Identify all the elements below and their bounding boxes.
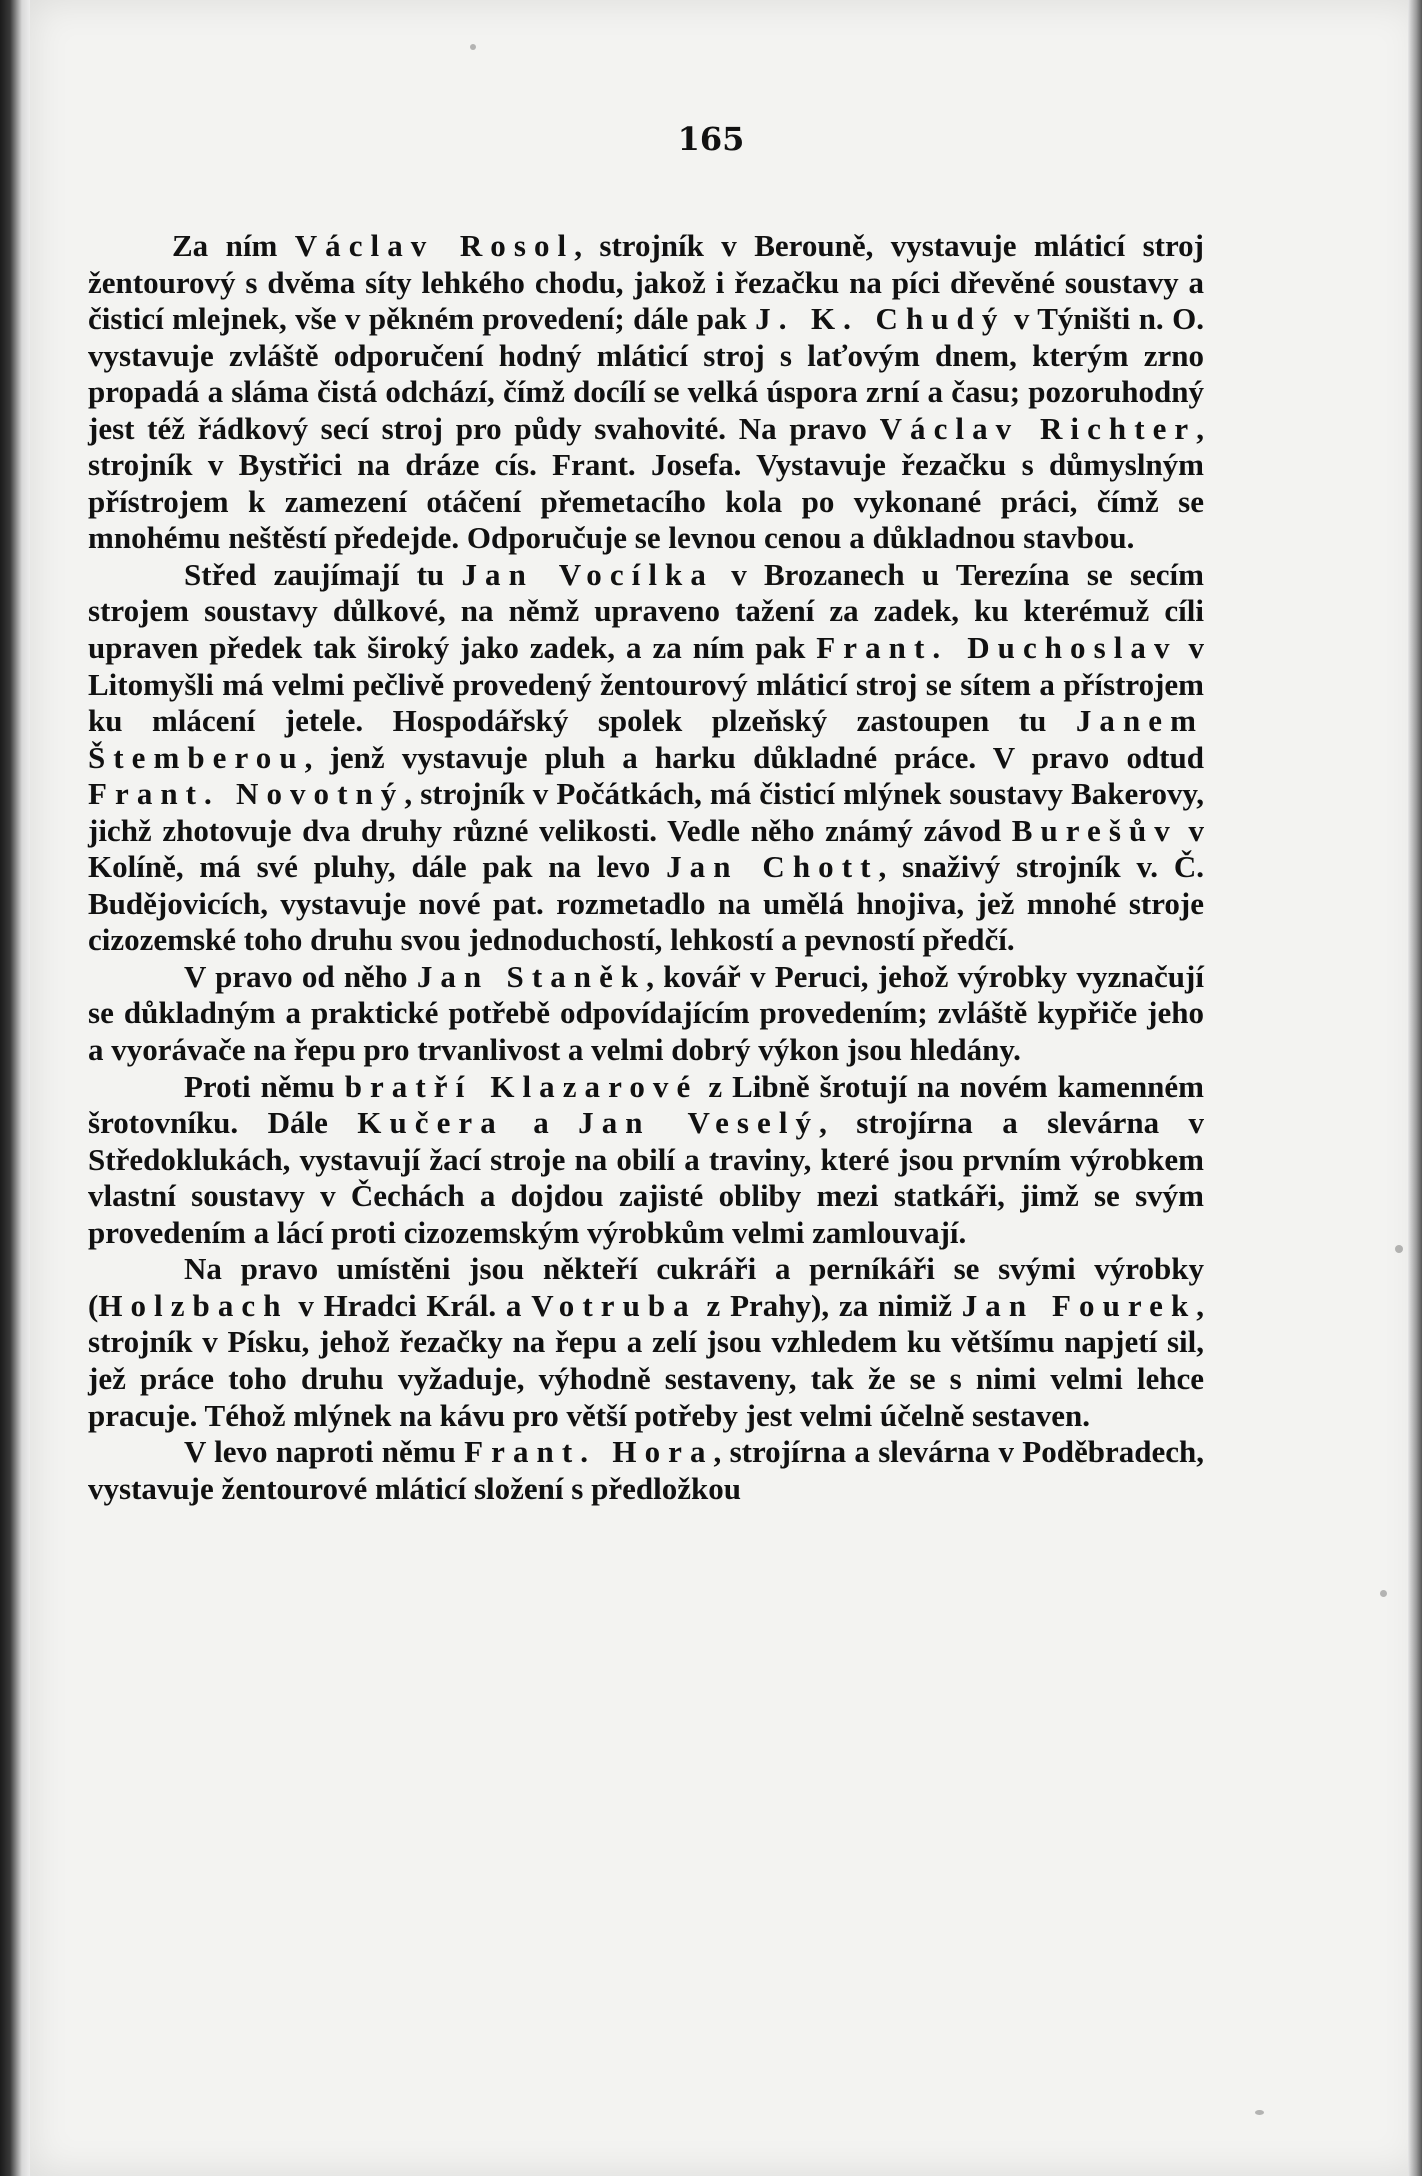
paragraph (88, 1434, 1204, 1507)
spaced-name: Jan Vocílka (461, 556, 714, 592)
text-run: v Kolíně, má své pluhy, dále pak na levo (88, 812, 1205, 885)
text-run: , snaživý strojník v. Č. Budějovicích, vystavuje nové pat. rozmetadlo na umělá hnojiva, jež mnohé stroje cizozemské toho druhu svou jednoduchostí, lehkostí a pevností předčí. (88, 849, 1204, 958)
paragraph (88, 228, 1204, 557)
text-run: z Prahy), za nimiž (696, 1287, 962, 1323)
spaced-name: Václav Richter (879, 410, 1197, 446)
spaced-name: Kučera (357, 1105, 504, 1141)
spaced-name: J. K. Chudý (755, 301, 1006, 337)
text-run: v Hradci Král. a (288, 1287, 532, 1323)
scan-left-edge (0, 0, 30, 2176)
text-run: , strojník v Bystřici na dráze cís. Frant. Josefa. Vystavuje řezačku s důmyslným přístrojem k zamezení otáčení přemetacího kola po vykonané práci, čímž se mnohému neštěstí předejde. Odporučuje se levnou cenou a důkladnou stavbou. (88, 410, 1204, 556)
speck (470, 44, 476, 50)
text-run: Za ním (172, 228, 295, 263)
spaced-name: Votruba (531, 1287, 697, 1323)
spaced-name: bratří Klazarové (344, 1068, 699, 1104)
paragraph (88, 1251, 1204, 1434)
spaced-name: Janem Štemberou (88, 703, 1204, 775)
spaced-name: Jan Staněk (416, 958, 647, 994)
speck (1255, 2110, 1264, 2115)
speck (1395, 1245, 1403, 1253)
text-run: , jenž vystavuje pluh a harku důkladné práce. V pravo odtud (304, 739, 1204, 775)
spaced-name: Jan Chott (666, 849, 879, 885)
spaced-name: Frant. Novotný (88, 776, 405, 812)
text-run: , strojírna a slevárna v Poděbradech, vystavuje žentourové mláticí složení s předložkou (88, 1434, 1204, 1506)
text-run: , strojník v Berouně, vystavuje mláticí stroj žentourový s dvěma síty lehkého chodu, jakož i řezačku na píci dřevěné soustavy a čisticí mlejnek, vše v pěkném provedení; dále pak (88, 228, 1205, 337)
text-run: V pravo od něho (184, 958, 417, 994)
text-run: V levo naproti němu (184, 1434, 465, 1470)
scan-right-edge (1408, 0, 1422, 2176)
text-run: a (503, 1105, 579, 1141)
text-run: v Týništi n. O. vystavuje zvláště odporučení hodný mláticí stroj s laťovým dnem, kterým zrno propadá a sláma čistá odchází, čímž docílí se velká úspora zrní a času; pozoruhodný jest též řádkový secí stroj pro půdy svahovité. Na pravo (88, 301, 1204, 446)
body-text (88, 228, 1204, 1507)
paragraph (88, 959, 1204, 1069)
spaced-name: Burešův (1011, 812, 1178, 848)
text-run: , strojník v Počátkách, má čisticí mlýnek soustavy Bakerovy, jichž zhotovuje dva druhy různé velikosti. Vedle něho známý závod (88, 776, 1204, 848)
text-run: Proti němu (184, 1068, 345, 1104)
spaced-name: Frant. Hora (464, 1434, 714, 1470)
text-run: Na pravo umístěni jsou někteří cukráři a perníkáři se svými výrobky ( (88, 1251, 1204, 1323)
spaced-name: Jan Fourek (961, 1287, 1197, 1323)
text-run: v Brozanech u Terezína se secím strojem soustavy důlkové, na němž upraveno tažení za zadek, ku kterémuž cíli upraven předek tak široký jako zadek, a za ním pak (88, 556, 1204, 666)
text-run: , kovář v Peruci, jehož výrobky vyznačují se důkladným a praktické potřebě odpovídajícím provedením; zvláště kypřiče jeho a vyorávače na řepu pro trvanlivost a velmi dobrý výkon jsou hledány. (88, 958, 1204, 1068)
text-run: v Litomyšli má velmi pečlivě provedený žentourový mláticí stroj se sítem a přístrojem ku mlácení jetele. Hospodářský spolek plzeňský zastoupen tu (88, 630, 1205, 739)
paragraph (88, 1069, 1204, 1252)
text-run: Střed zaujímají tu (184, 556, 462, 592)
spaced-name: Václav Rosol (294, 228, 575, 263)
text-run: , strojník v Písku, jehož řezačky na řepu a zelí jsou vzhledem ku většímu napjetí sil, jež práce toho druhu vyžaduje, výhodně sestaveny, tak že se s nimi velmi lehce pracuje. Téhož mlýnek na kávu pro větší potřeby jest velmi účelně sestaven. (88, 1287, 1205, 1433)
speck (1380, 1590, 1387, 1597)
text-run: , strojírna a slevárna v Středoklukách, vystavují žací stroje na obilí a traviny, které jsou prvním výrobkem vlastní soustavy v Čechách a dojdou zajisté obliby mezi statkáři, jimž se svým provedením a lácí proti cizozemským výrobkům velmi zamlouvají. (88, 1105, 1204, 1250)
spaced-name: Jan Veselý (578, 1105, 820, 1141)
spaced-name: Holzbach (98, 1287, 289, 1323)
text-run: z Libně šrotují na novém kamenném šrotovníku. Dále (88, 1068, 1204, 1141)
paragraph (88, 557, 1204, 959)
spaced-name: Frant. Duchoslav (816, 630, 1178, 666)
page-number: 165 (677, 120, 745, 158)
